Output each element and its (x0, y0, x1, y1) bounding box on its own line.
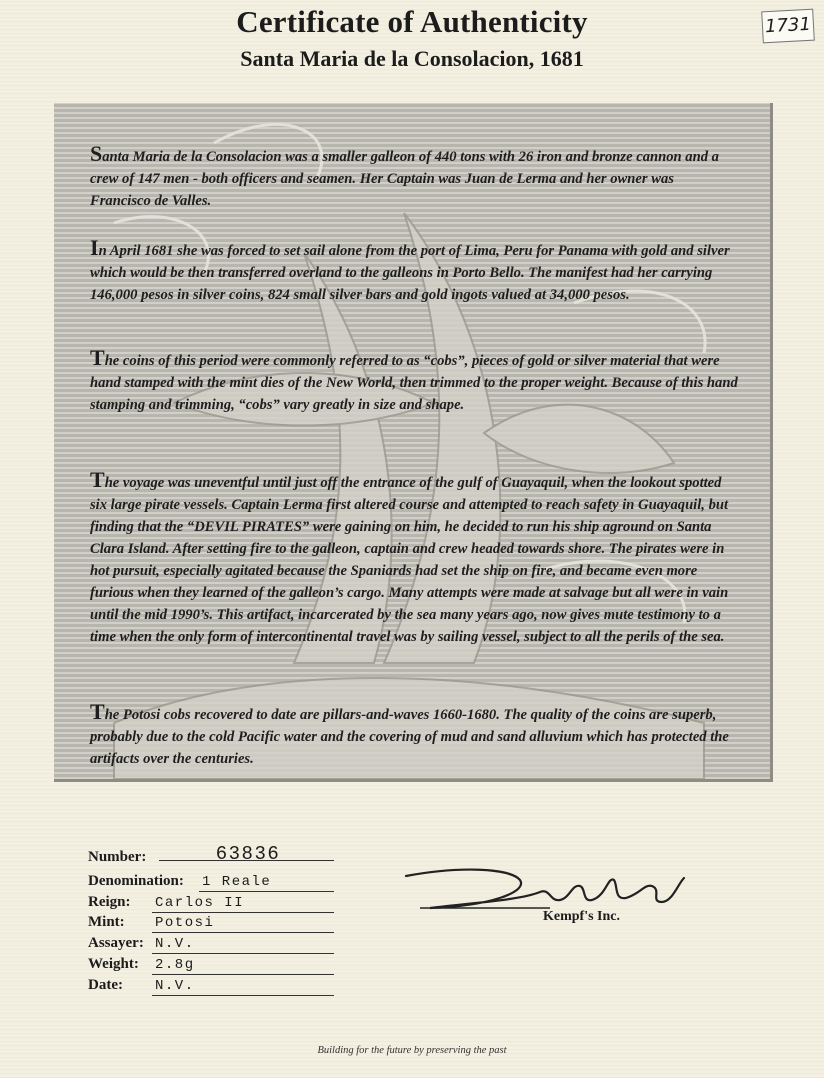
field-mint (88, 914, 215, 934)
field-label: Date: (88, 977, 123, 993)
paragraph-ship-description (90, 143, 738, 212)
field-date (88, 977, 195, 997)
drop-cap: I (90, 235, 99, 260)
field-weight (88, 956, 195, 976)
field-value: 63836 (159, 843, 334, 861)
handwritten-note: 1731 (761, 9, 815, 44)
history-panel (54, 103, 773, 782)
field-value: 1 Reale (199, 874, 334, 892)
drop-cap: T (90, 345, 105, 370)
field-value: Potosi (152, 915, 334, 933)
drop-cap: T (90, 467, 105, 492)
drop-cap: S (90, 141, 103, 166)
field-value: Carlos II (152, 895, 334, 913)
paragraph-text: he coins of this period were commonly referred to as “cobs”, pieces of gold or silver material that were hand stamped with the mint dies of the New World, then trimmed to the proper weight. Because of this hand stamping and trimming, “cobs” vary greatly in size and shape. (90, 353, 738, 413)
paragraph-cobs (90, 347, 738, 416)
field-assayer (88, 935, 195, 955)
field-label: Number: (88, 849, 147, 865)
field-denomination (88, 873, 272, 893)
field-label: Assayer: (88, 935, 144, 951)
footer-tagline: Building for the future by preserving the past (317, 1045, 507, 1056)
field-label: Mint: (88, 914, 125, 930)
field-number (88, 843, 281, 869)
paragraph-pirates (90, 469, 738, 648)
field-value: 2.8g (152, 957, 334, 975)
issuer-name: Kempf's Inc. (543, 909, 620, 924)
certificate-subtitle: Santa Maria de la Consolacion, 1681 (240, 46, 584, 71)
paragraph-text: he voyage was uneventful until just off the entrance of the gulf of Guayaquil, when the lookout spotted six large pirate vessels. Captain Lerma first altered course and attempted to reach safety in Guayaquil, but finding that the “DEVIL PIRATES” were gaining on him, he decided to run his ship aground on Santa Clara Island. After setting fire to the galleon, captain and crew headed towards shore. The pirates were in hot pursuit, especially agitated because the Spaniards had set the ship on fire, and became even more furious when they learned of the galleon’s cargo. Many attempts were made at salvage but all were in vain until the mid 1990’s. This artifact, incarcerated by the sea many years ago, now gives mute testimony to a time when the only form of intercontinental travel was by sailing vessel, subject to all the perils of the sea. (90, 475, 729, 645)
paragraph-text: anta Maria de la Consolacion was a smaller galleon of 440 tons with 26 iron and bronze cannon and a crew of 147 men - both officers and seamen. Her Captain was Juan de Lerma and her owner was Francisco de Valles. (90, 149, 719, 209)
paragraph-text: he Potosi cobs recovered to date are pillars-and-waves 1660-1680. The quality of the coins are superb, probably due to the cold Pacific water and the covering of mud and sand alluvium which has protected the artifacts over the centuries. (90, 707, 729, 767)
field-value: N.V. (152, 978, 334, 996)
paragraph-voyage-cargo (90, 237, 738, 306)
field-label: Reign: (88, 894, 131, 910)
drop-cap: T (90, 699, 105, 724)
certificate-title: Certificate of Authenticity (236, 4, 588, 39)
paragraph-text: n April 1681 she was forced to set sail alone from the port of Lima, Peru for Panama with gold and silver which would be then transferred overland to the galleons in Porto Bello. The manifest had her carrying 146,000 pesos in silver coins, 824 small silver bars and gold ingots valued at 34,000 pesos. (90, 243, 730, 303)
field-value: N.V. (152, 936, 334, 954)
paragraph-recovery (90, 701, 738, 770)
field-reign (88, 894, 245, 914)
field-label: Denomination: (88, 873, 184, 889)
field-label: Weight: (88, 956, 139, 972)
